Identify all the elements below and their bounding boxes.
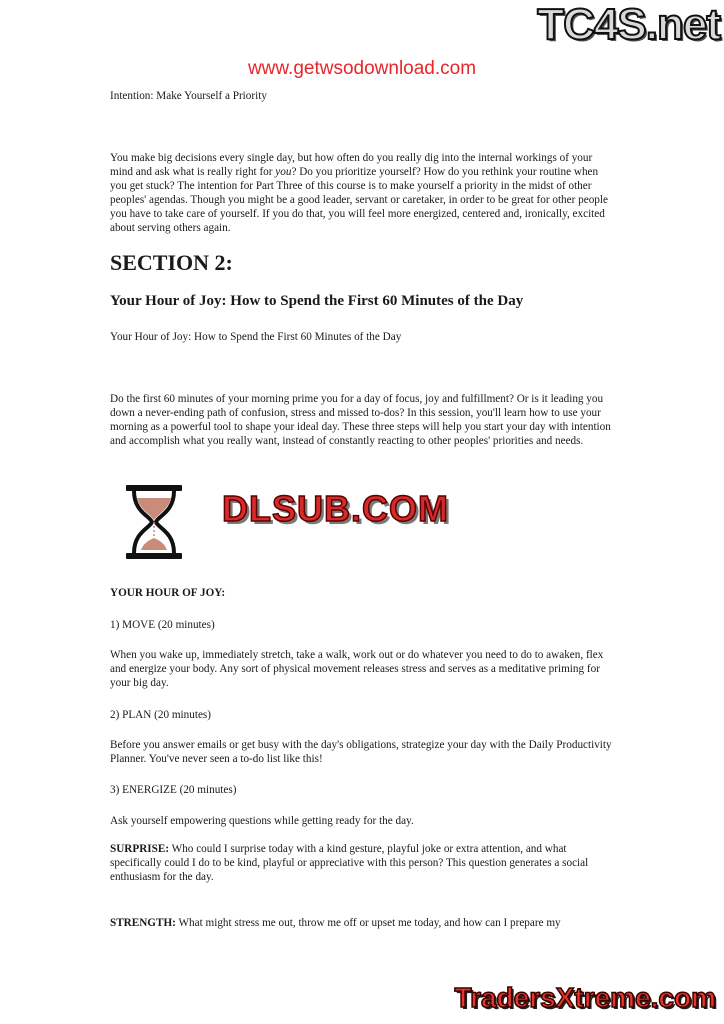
move-text: When you wake up, immediately stretch, take a walk, work out or do whatever you need to do to awaken, flex and energize your body. Any sort of physical movement releases stress and serves as a meditative priming for your big day. <box>110 649 604 689</box>
intro-text-start: You make big decisions every single day, but how often do you really dig into the internal workings of your mind and ask what is really right for <box>110 152 593 178</box>
watermark-url: www.getwsodownload.com <box>247 58 477 79</box>
plan-heading: 2) PLAN (20 minutes) <box>110 709 211 721</box>
intro-paragraph <box>110 151 615 235</box>
section-subtitle: Your Hour of Joy: How to Spend the First 60 Minutes of the Day <box>110 293 524 309</box>
energize-text: Ask yourself empowering questions while getting ready for the day. <box>110 815 414 827</box>
strength-paragraph <box>110 916 615 930</box>
strength-text: What might stress me out, throw me off or upset me today, and how can I prepare my <box>175 917 561 929</box>
watermark-dlsub: DLSUB.COM <box>222 488 449 529</box>
plan-text: Before you answer emails or get busy with the day's obligations, strategize your day with the Daily Productivity Planner. You've never seen a to-do list like this! <box>110 739 612 765</box>
surprise-paragraph <box>110 842 615 884</box>
section-title: SECTION 2: <box>110 250 233 275</box>
section-paragraph: Do the first 60 minutes of your morning prime you for a day of focus, joy and fulfillment? Or is it leading you down a never-ending path of confusion, stress and missed to-dos? In this session, you'll learn how to use your morning as a powerful tool to shape your ideal day. These three steps will help you start your day with intention and accomplish what you really want, instead of constantly reacting to other peoples' priorities and needs. <box>110 393 611 447</box>
energize-heading: 3) ENERGIZE (20 minutes) <box>110 784 237 796</box>
move-heading: 1) MOVE (20 minutes) <box>110 619 215 631</box>
section-subtitle-repeat: Your Hour of Joy: How to Spend the First 60 Minutes of the Day <box>110 331 402 343</box>
surprise-label: SURPRISE: <box>110 843 170 855</box>
surprise-text: Who could I surprise today with a kind gesture, playful joke or extra attention, and what specifically could I do to be kind, playful or appreciative with this person? This question generates a social enthusiasm for the day. <box>110 843 589 883</box>
watermark-tc4s: TC4S.net <box>537 0 720 49</box>
strength-label: STRENGTH: <box>110 917 176 929</box>
intro-text-end: ? Do you prioritize yourself? How do you rethink your routine when you get stuck? The intention for Part Three of this course is to make yourself a priority in the midst of other peoples' agendas. Though you might be a good leader, servant or caretaker, in order to be great for other people you have to take care of yourself. If you do that, you will feel more energized, centered and, ironically, excited about serving others again. <box>110 166 608 234</box>
intro-emphasis: you <box>275 166 292 178</box>
watermark-tradersxtreme: TradersXtreme.com <box>454 982 716 1013</box>
intention-label: Intention: Make Yourself a Priority <box>110 90 267 102</box>
hourglass-icon <box>124 484 184 560</box>
hour-of-joy-heading: YOUR HOUR OF JOY: <box>110 587 226 599</box>
